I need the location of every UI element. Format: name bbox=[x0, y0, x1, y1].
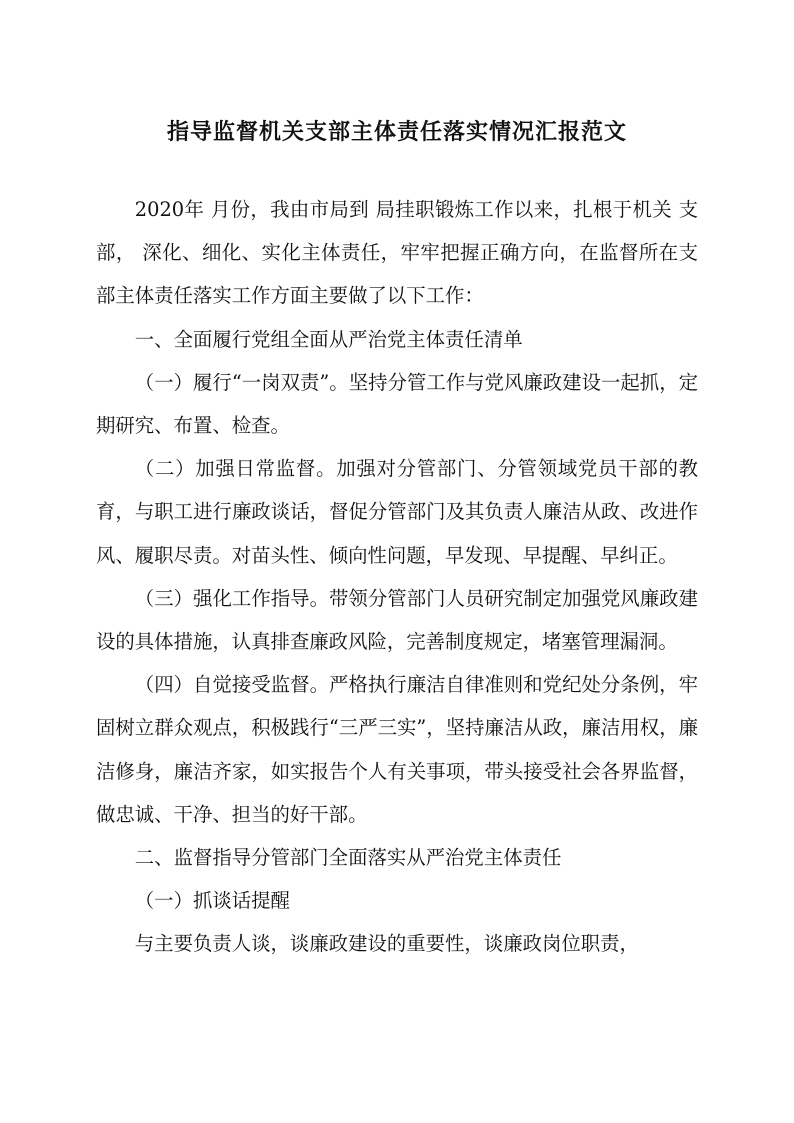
section-heading-1: 一、全面履行党组全面从严治党主体责任清单 bbox=[134, 327, 523, 351]
paragraph-intro: 2020年 月份，我由市局到 局挂职锻炼工作以来，扎根于机关 支部， 深化、细化、实化主体责任，牢牢把握正确方向，在监督所在支部主体责任落实工作方面主要做了以下工作： bbox=[96, 198, 698, 308]
section-heading-2: 二、监督指导分管部门全面落实从严治党主体责任 bbox=[134, 846, 562, 870]
subsection-heading-1: （一）抓谈话提醒 bbox=[134, 889, 290, 913]
paragraph-item-3: （三）强化工作指导。带领分管部门人员研究制定加强党风廉政建设的具体措施，认真排查廉政风险，完善制度规定，堵塞管理漏洞。 bbox=[96, 586, 698, 654]
paragraph-item-1: （一）履行“一岗双责”。坚持分管工作与党风廉政建设一起抓，定期研究、布置、检查。 bbox=[96, 370, 698, 438]
paragraph-item-2: （二）加强日常监督。加强对分管部门、分管领域党员干部的教育，与职工进行廉政谈话，督促分管部门及其负责人廉洁从政、改进作风、履职尽责。对苗头性、倾向性问题，早发现、早提醒、早纠正。 bbox=[96, 457, 698, 567]
paragraph-talks: 与主要负责人谈，谈廉政建设的重要性，谈廉政岗位职责， bbox=[134, 932, 639, 956]
document-title: 指导监督机关支部主体责任落实情况汇报范文 bbox=[166, 120, 627, 145]
paragraph-item-4: （四）自觉接受监督。严格执行廉洁自律准则和党纪处分条例，牢固树立群众观点，积极践行“三严三实”，坚持廉洁从政，廉洁用权，廉洁修身，廉洁齐家，如实报告个人有关事项，带头接受社会各界监督，做忠诚、干净、担当的好干部。 bbox=[96, 673, 698, 826]
